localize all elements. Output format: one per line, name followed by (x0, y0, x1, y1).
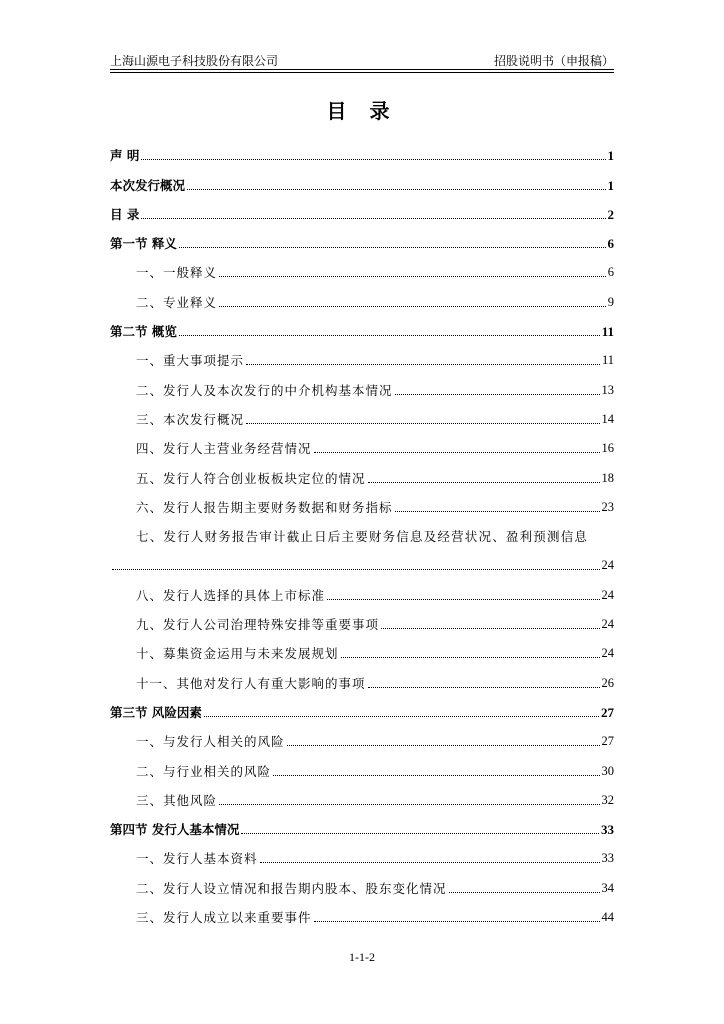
toc-entry-page: 26 (601, 675, 614, 690)
toc-entry-page: 33 (601, 822, 614, 838)
toc-dot-leader (187, 189, 605, 190)
toc-section-entry[interactable] (110, 139, 614, 168)
toc-entry-label: 九、发行人公司治理特殊安排等重要事项 (136, 617, 380, 633)
toc-entry-label: 第三节 风险因素 (110, 704, 202, 720)
toc-dot-leader (260, 862, 600, 863)
toc-entry[interactable] (110, 666, 614, 695)
toc-entry[interactable] (110, 901, 614, 930)
toc-dot-leader (219, 276, 606, 277)
toc-entry-label: 本次发行概况 (110, 177, 186, 193)
toc-entry-page: 6 (607, 265, 614, 280)
toc-entry[interactable] (110, 871, 614, 900)
toc-entry-label: 三、其他风险 (136, 792, 218, 808)
toc-entry[interactable] (110, 608, 614, 637)
toc-entry-label: 四、发行人主营业务经营情况 (136, 441, 312, 457)
toc-dot-leader (395, 511, 600, 512)
header-rule-thin (110, 72, 614, 73)
toc-entry-page: 16 (601, 441, 614, 456)
toc-entry[interactable] (110, 491, 614, 520)
toc-dot-leader (395, 394, 600, 395)
table-of-contents (110, 139, 614, 930)
toc-entry-page: 2 (607, 206, 614, 222)
toc-dot-leader (246, 423, 599, 424)
toc-entry-label: 二、专业释义 (136, 294, 218, 310)
toc-entry-label: 五、发行人符合创业板板块定位的情况 (136, 470, 366, 486)
toc-entry[interactable] (110, 842, 614, 871)
toc-dot-leader (449, 892, 600, 893)
toc-entry-page: 11 (601, 353, 614, 368)
toc-dot-leader (341, 657, 600, 658)
toc-dot-leader (112, 569, 600, 570)
toc-section-entry[interactable] (110, 315, 614, 344)
toc-entry-page: 23 (601, 499, 614, 514)
toc-dot-leader (246, 364, 600, 365)
toc-dot-leader (381, 628, 599, 629)
toc-entry-page: 44 (601, 910, 614, 925)
toc-entry-page: 9 (607, 294, 614, 309)
toc-entry[interactable] (110, 725, 614, 754)
toc-entry[interactable] (110, 256, 614, 285)
toc-dot-leader (179, 247, 606, 248)
toc-entry[interactable] (110, 373, 614, 402)
toc-entry-label: 十一、其他对发行人有重大影响的事项 (136, 675, 366, 691)
toc-entry-label: 六、发行人报告期主要财务数据和财务指标 (136, 499, 393, 515)
toc-entry-label: 二、与行业相关的风险 (136, 763, 272, 779)
toc-dot-leader (241, 833, 599, 834)
toc-dot-leader (368, 687, 600, 688)
toc-entry-page: 24 (601, 587, 614, 602)
page-header (110, 50, 614, 68)
toc-dot-leader (273, 775, 599, 776)
page-number: 1-1-2 (349, 950, 375, 964)
toc-entry-page: 11 (601, 324, 614, 340)
toc-section-entry[interactable] (110, 168, 614, 197)
toc-dot-leader (179, 335, 600, 336)
toc-section-entry[interactable] (110, 198, 614, 227)
toc-dot-leader (314, 452, 600, 453)
toc-entry[interactable] (110, 578, 614, 607)
toc-entry-label: 三、本次发行概况 (136, 411, 245, 427)
toc-entry-label: 三、发行人成立以来重要事件 (136, 910, 312, 926)
toc-entry-page: 14 (601, 411, 614, 426)
toc-entry-label: 第一节 释义 (110, 236, 177, 252)
toc-entry-label: 八、发行人选择的具体上市标准 (136, 587, 326, 603)
toc-entry-page: 1 (607, 177, 614, 193)
toc-entry-page: 24 (601, 617, 614, 632)
toc-section-entry[interactable] (110, 227, 614, 256)
toc-entry-page: 6 (607, 236, 614, 252)
toc-entry-label: 第二节 概览 (110, 324, 177, 340)
toc-dot-leader (314, 921, 600, 922)
toc-entry[interactable] (110, 403, 614, 432)
toc-entry-page: 34 (601, 880, 614, 895)
header-rule (110, 69, 614, 70)
toc-entry-page: 24 (601, 646, 614, 661)
toc-dot-leader (204, 716, 599, 717)
toc-entry-page: 1 (607, 148, 614, 164)
toc-entry-label: 二、发行人及本次发行的中介机构基本情况 (136, 382, 393, 398)
toc-dot-leader (327, 599, 599, 600)
toc-dot-leader (368, 482, 600, 483)
toc-entry-label: 一、发行人基本资料 (136, 851, 258, 867)
toc-entry-label: 一、一般释义 (136, 265, 218, 281)
toc-section-entry[interactable] (110, 696, 614, 725)
toc-entry-page: 18 (601, 470, 614, 485)
toc-entry-label: 声 明 (110, 148, 140, 164)
toc-entry[interactable] (110, 285, 614, 314)
toc-dot-leader (141, 218, 605, 219)
toc-entry-page: 27 (601, 734, 614, 749)
toc-dot-leader (219, 306, 606, 307)
toc-dot-leader (287, 745, 600, 746)
toc-entry-page: 24 (601, 558, 614, 573)
toc-entry[interactable] (110, 754, 614, 783)
toc-entry-page: 33 (601, 851, 614, 866)
toc-entry-continuation[interactable] (110, 549, 614, 578)
toc-section-entry[interactable] (110, 813, 614, 842)
toc-entry-page: 27 (601, 704, 614, 720)
toc-entry-label: 七、发行人财务报告审计截止日后主要财务信息及经营状况、盈利预测信息 (136, 529, 589, 545)
toc-entry[interactable] (110, 344, 614, 373)
toc-dot-leader (141, 159, 605, 160)
toc-dot-leader (219, 804, 599, 805)
header-company-name: 上海山源电子科技股份有限公司 (110, 54, 279, 68)
toc-entry[interactable] (110, 784, 614, 813)
toc-entry-label: 十、募集资金运用与未来发展规划 (136, 646, 339, 662)
toc-entry-label: 一、重大事项提示 (136, 353, 245, 369)
toc-entry[interactable] (110, 461, 614, 490)
header-document-type: 招股说明书（申报稿） (493, 54, 614, 68)
page-title: 目 录 (326, 99, 398, 123)
toc-entry-label: 第四节 发行人基本情况 (110, 822, 240, 838)
toc-entry-page: 32 (601, 792, 614, 807)
toc-entry[interactable] (110, 432, 614, 461)
toc-entry-label: 二、发行人设立情况和报告期内股本、股东变化情况 (136, 880, 447, 896)
toc-entry-page: 13 (601, 382, 614, 397)
toc-entry-page: 30 (601, 763, 614, 778)
toc-entry-label: 目 录 (110, 206, 140, 222)
toc-entry-label: 一、与发行人相关的风险 (136, 734, 285, 750)
toc-entry[interactable] (110, 520, 614, 549)
toc-entry[interactable] (110, 637, 614, 666)
